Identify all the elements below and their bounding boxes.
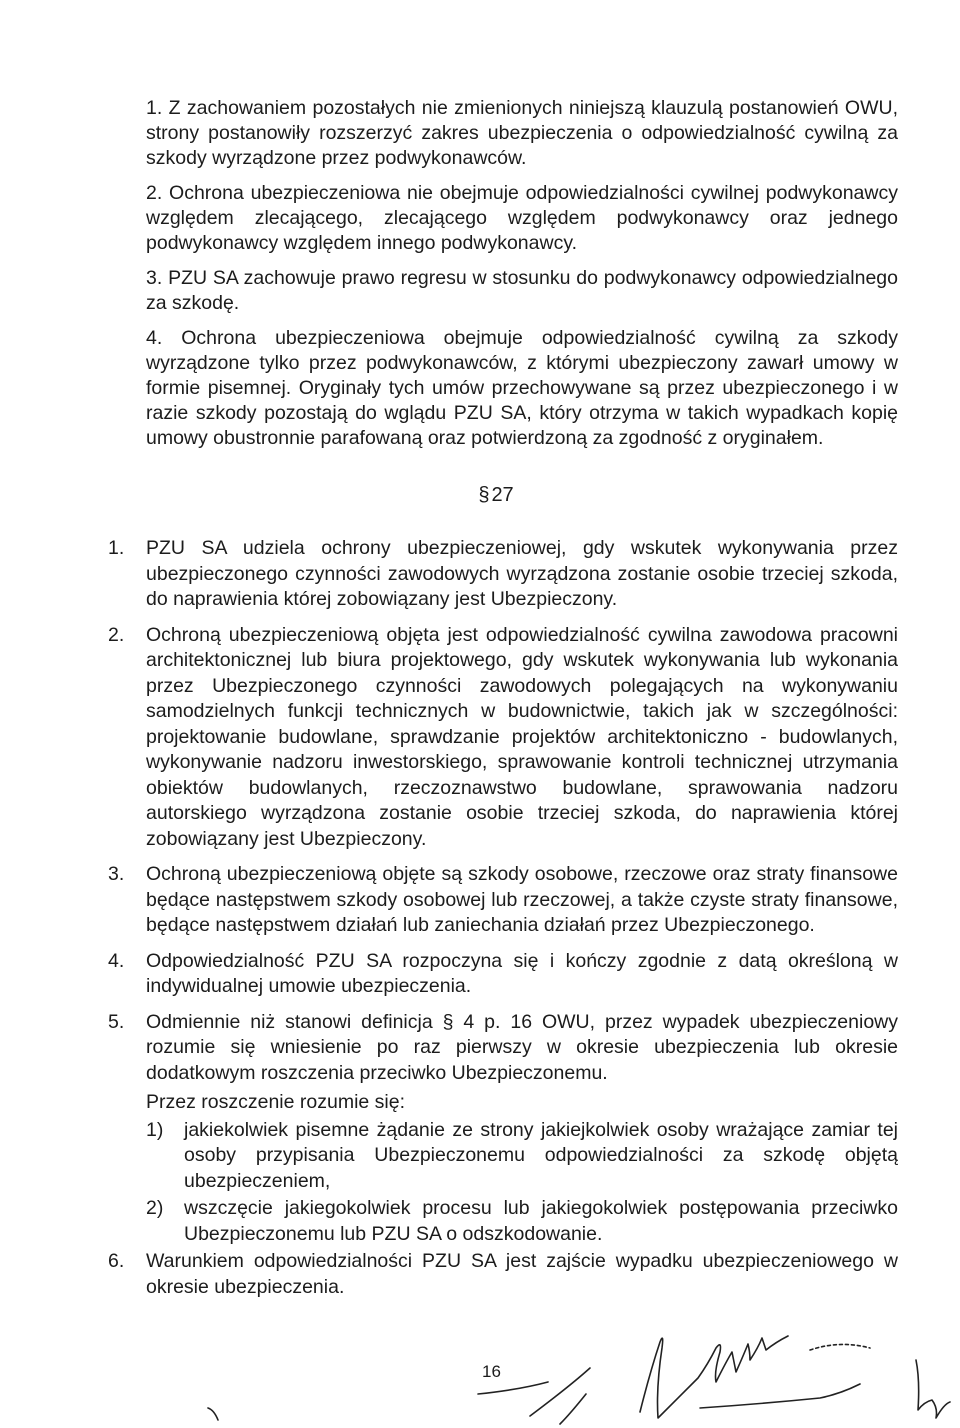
item-number: 2. xyxy=(108,623,125,646)
paragraph-3: 3. PZU SA zachowuje prawo regresu w stosunku do podwykonawcy odpowiedzialnego za szkodę. xyxy=(146,267,898,314)
item-number: 1. xyxy=(108,537,125,559)
list-item xyxy=(108,862,898,939)
subitem-text: jakiekolwiek pisemne żądanie ze strony jakiejkolwiek osoby wrażające zamiar tej osoby przypisania Ubezpieczonemu odpowiedzialności za szkodę objętą ubezpieczeniem, xyxy=(184,1118,898,1192)
paragraph-1: 1. Z zachowaniem pozostałych nie zmienionych niniejszą klauzulą postanowień OWU, strony postanowiły rozszerzyć zakres ubezpieczenia o odpowiedzialność cywilną za szkody wyrządzone przez podwykonawców. xyxy=(146,97,898,169)
list-item xyxy=(108,1249,898,1300)
item-number: 6. xyxy=(108,1250,125,1272)
section-27 xyxy=(108,536,898,1310)
list-item xyxy=(108,949,898,1000)
page-number: 16 xyxy=(482,1362,501,1381)
signature-main xyxy=(640,1336,788,1418)
claim-definition-intro: Przez roszczenie rozumie się: xyxy=(146,1091,406,1113)
item-text: PZU SA udziela ochrony ubezpieczeniowej, gdy wskutek wykonywania przez ubezpieczonego czynności zawodowych wyrządzona zostanie osobie trzeciej szkoda, do naprawienia której zobowiązany jest Ubezpieczony. xyxy=(146,537,898,610)
paragraph-4: 4. Ochrona ubezpieczeniowa obejmuje odpowiedzialność cywilną za szkody wyrządzone tylko przez podwykonawców, z którymi ubezpieczony zawarł umowy w formie pisemnej. Oryginały tych umów przechowywane są przez ubezpieczonego i w razie szkody pozostają do wglądu PZU SA, który otrzyma w takich wypadkach kopię umowy obustronnie parafowaną oraz potwierdzoną za zgodność z oryginałem. xyxy=(146,327,898,449)
list-item xyxy=(108,1010,898,1087)
item-number: 5. xyxy=(108,1010,125,1033)
margin-initials xyxy=(916,1360,950,1418)
sub-list-item xyxy=(108,1118,898,1195)
section-1 xyxy=(146,96,898,461)
item-number: 3. xyxy=(108,863,125,885)
item-text: Odpowiedzialność PZU SA rozpoczyna się i kończy zgodnie z datą określoną w indywidualnej umowie ubezpieczenia. xyxy=(146,949,898,997)
small-hook-mark xyxy=(208,1408,218,1420)
item-text: Odmiennie niż stanowi definicja § 4 p. 16 OWU, przez wypadek ubezpieczeniowy rozumie się wniesienie po raz pierwszy w okresie ubezpieczenia lub okresie dodatkowym roszczenia przeciwko Ubezpieczonemu. xyxy=(146,1010,898,1084)
handwritten-signatures xyxy=(0,1320,960,1428)
page-number-underline xyxy=(478,1382,548,1394)
list-item xyxy=(108,623,898,853)
paragraph-2: 2. Ochrona ubezpieczeniowa nie obejmuje odpowiedzialności cywilnej podwykonawcy względem zlecającego, zlecającego względem podwykonawcy oraz jednego podwykonawcy względem innego podwykonawcy. xyxy=(146,182,898,254)
subitem-number: 2) xyxy=(146,1197,164,1219)
sub-list-item xyxy=(108,1196,898,1247)
section-number: 27 xyxy=(491,484,514,506)
signature-flourish xyxy=(810,1344,870,1350)
signature-underline xyxy=(700,1384,860,1408)
initial-stroke-2 xyxy=(560,1394,586,1424)
section-symbol: § xyxy=(478,484,490,506)
item-text: Ochroną ubezpieczeniową objęte są szkody osobowe, rzeczowe oraz straty finansowe będące następstwem szkody osobowej lub rzeczowej, a także czyste straty finansowe, będące następstwem działań lub zaniechania działań przez Ubezpieczonego. xyxy=(146,863,898,936)
section-heading xyxy=(0,484,960,507)
item-number: 4. xyxy=(108,949,125,972)
item-text: Ochroną ubezpieczeniową objęta jest odpowiedzialność cywilna zawodowa pracowni architektonicznej lub biura projektowego, gdy wskutek wykonywania lub wykonania przez Ubezpieczonego czynności zawodowych polegających na wykonywaniu samodzielnych funkcji technicznych w budownictwie, takich jak w szczególności: projektowanie budowlane, sprawdzanie projektów architektoniczno - budowlanych, wykonywanie nadzoru inwestorskiego, sprawowanie kontroli technicznej utrzymania obiektów budowlanych, rzeczoznawstwo budowlane, sprawowania nadzoru autorskiego wyrządzona zostanie osobie trzeciej szkoda, do naprawienia której zobowiązany jest Ubezpieczony. xyxy=(146,623,898,850)
item-text: Warunkiem odpowiedzialności PZU SA jest zajście wypadku ubezpieczeniowego w okresie ubezpieczenia. xyxy=(146,1250,898,1298)
initial-stroke xyxy=(530,1368,590,1416)
page-footer xyxy=(0,1320,960,1428)
subitem-text: wszczęcie jakiegokolwiek procesu lub jakiegokolwiek postępowania przeciwko Ubezpieczonemu lub PZU SA o odszkodowanie. xyxy=(184,1197,898,1245)
subitem-number: 1) xyxy=(146,1118,164,1141)
list-item xyxy=(108,536,898,613)
